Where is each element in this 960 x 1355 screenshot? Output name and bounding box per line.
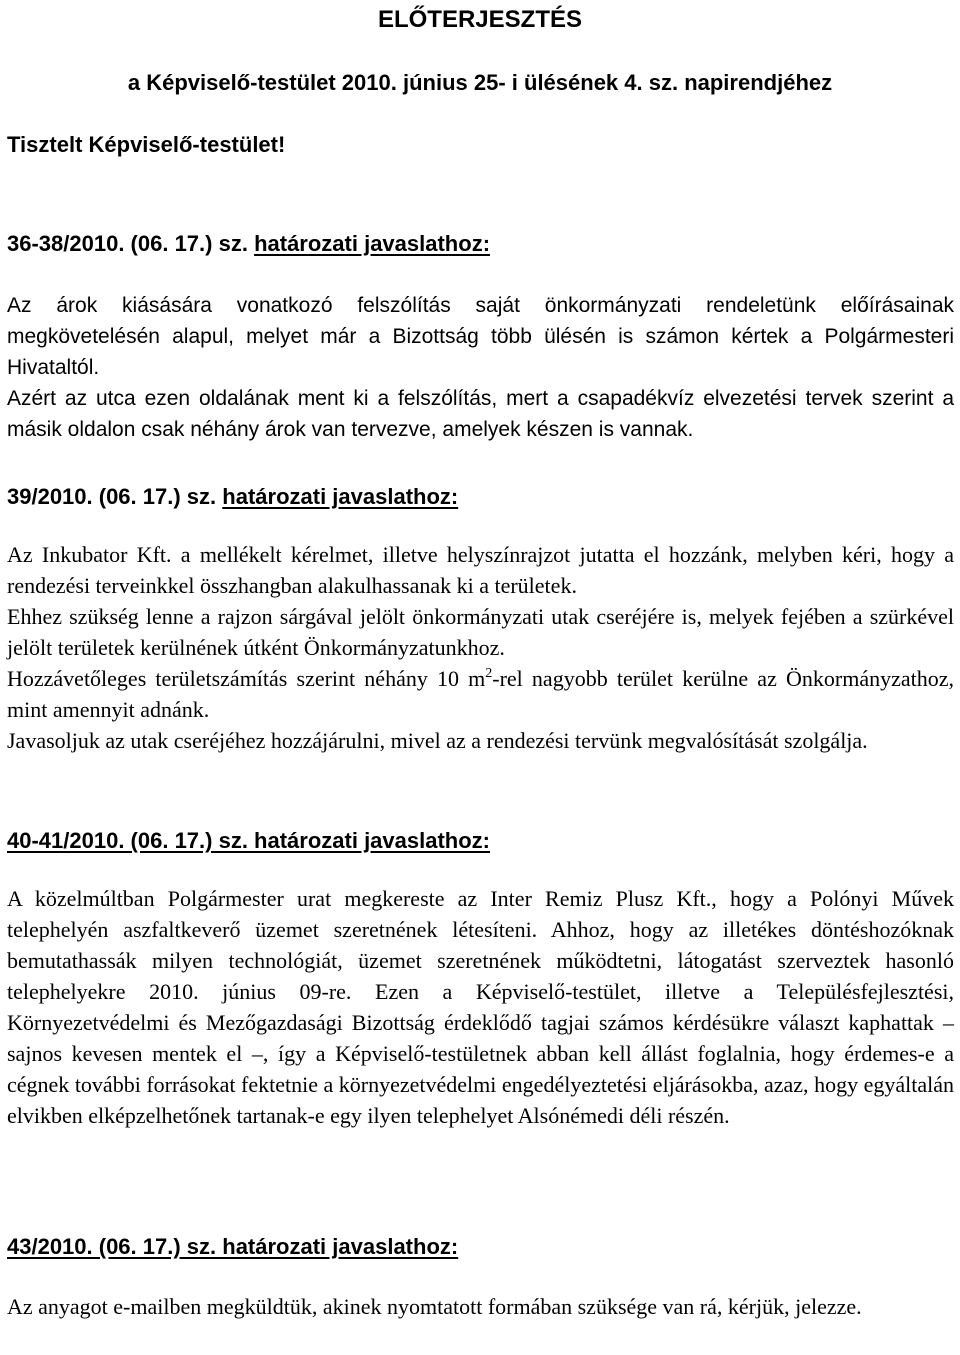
section-heading-number: 39/2010. (06. 17.) sz. [7,484,223,509]
area-superscript: 2 [485,666,493,681]
section-heading-43 [7,1231,954,1262]
section-39-paragraph-2: Ehhez szükség lenne a rajzon sárgával jelölt önkormányzati utak cseréjére is, melyek fejében a szürkével jelölt területek kerülnének útként Önkormányzatunkhoz. [7,604,954,660]
section-36-38-paragraph-2: Azért az utca ezen oldalának ment ki a felszólítás, mert a csapadékvíz elvezetési tervek szerint a másik oldalon csak néhány árok van tervezve, amelyek készen is vannak. [7,387,954,441]
area-text-after: -rel nagyobb terület kerülne az Önkormányzathoz, mint amennyit adnánk. [7,666,954,722]
section-heading-underlined: határozati javaslathoz: [254,231,491,256]
document-subtitle: a Képviselő-testület 2010. június 25- i ülésének 4. sz. napirendjéhez [127,70,833,95]
section-heading-40-41 [7,825,954,856]
section-heading-underlined: 40-41/2010. (06. 17.) sz. határozati javaslathoz: [7,828,491,853]
section-39-paragraph-1: Az Inkubator Kft. a mellékelt kérelmet, illetve helyszínrajzot jutatta el hozzánk, melyben kéri, hogy a rendezési terveinkkel összhangban alakulhassanak ki a területek. [7,542,954,598]
section-heading-39 [7,481,954,512]
section-40-41-paragraph: A közelmúltban Polgármester urat megkereste az Inter Remiz Plusz Kft., hogy a Polónyi Művek telephelyén aszfaltkeverő üzemet szeretnének létesíteni. Ahhoz, hogy az illetékes döntéshozóknak bemutathassák milyen technológiát, üzemet szeretnének működtetni, látogatást szerveztek hasonló telephelyekre 2010. június 09-re. Ezen a Képviselő-testület, illetve a Településfejlesztési, Környezetvédelmi és Mezőgazdasági Bizottság érdeklődő tagjai számos kérdésükre választ kaphattak – sajnos kevesen mentek el –, így a Képviselő-testületnek abban kell állást foglalnia, hogy érdemes-e a cégnek további forrásokat fektetnie a környezetvédelmi engedélyeztetési eljárásokba, azaz, hogy egyáltalán elvikben elképzelhetőnek tartanak-e egy ilyen telephelyet Alsónémedi déli részén. [7,886,954,1128]
section-heading-36-38 [7,228,954,259]
section-39-body [7,539,954,756]
document-title: ELŐTERJESZTÉS [377,6,583,33]
section-43-paragraph: Az anyagot e-mailben megküldtük, akinek nyomtatott formában szüksége van rá, kérjük, jelezze. [7,1294,862,1319]
section-heading-underlined: határozati javaslathoz: [222,484,459,509]
area-text-before: Hozzávetőleges területszámítás szerint néhány 10 m [7,666,486,691]
section-39-area-paragraph [7,663,954,725]
section-heading-underlined: 43/2010. (06. 17.) sz. határozati javaslathoz: [7,1234,459,1259]
section-39-closing-paragraph: Javasoljuk az utak cseréjéhez hozzájárulni, mivel az a rendezési tervünk megvalósítását szolgálja. [7,728,868,753]
section-36-38-paragraph-1: Az árok kiásására vonatkozó felszólítás saját önkormányzati rendeletünk előírásainak megkövetelésén alapul, melyet már a Bizottság több ülésén is számon kértek a Polgármesteri Hivataltól. [7,294,954,379]
salutation: Tisztelt Képviselő-testület! [7,132,286,157]
section-heading-number: 36-38/2010. (06. 17.) sz. [7,231,255,256]
